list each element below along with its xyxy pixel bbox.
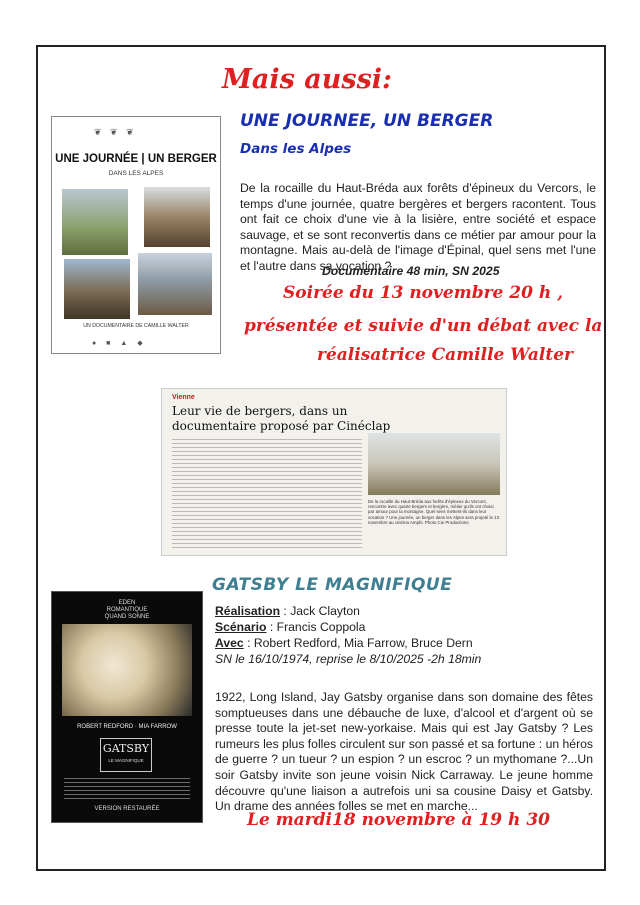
- film2-event: Le mardi18 novembre à 19 h 30: [247, 810, 550, 830]
- clip-section: Vienne: [172, 394, 195, 401]
- film1-event-line-2: présentée et suivie d'un débat avec la: [244, 316, 603, 336]
- poster-bottom: VERSION RESTAURÉE: [94, 806, 160, 812]
- poster-title: UNE JOURNÉE | UN BERGER: [55, 153, 217, 165]
- film1-poster: [51, 116, 221, 354]
- film1-description: De la rocaille du Haut-Bréda aux forêts d'épineux du Vercors, le temps d'une journée, quatre bergères et bergers racontent. Tous ont fait ce choix d'une vie à la lisière, entre société et espace sauvage, et se sont reconvertis dans ce métier par amour pour la montagne. Mais au-delà de l'image d'Épinal, quel sens met l'une et l'autre dans sa vocation ?: [240, 181, 596, 273]
- partner-logos: ● ■ ▲ ◆: [92, 340, 147, 347]
- film2-release: SN le 16/10/1974, reprise le 8/10/2025 -2h 18min: [215, 652, 482, 666]
- credit-row-writer: Scénario : Francis Coppola: [215, 620, 366, 634]
- poster-photo-3: [64, 259, 130, 319]
- film1-event-line-3: réalisatrice Camille Walter: [317, 345, 573, 365]
- film2-poster: [51, 591, 203, 823]
- clip-caption: De la rocaille du Haut-Bréda aux forêts d'épineux du Vercors, rencontre avec quatre bergers et bergère, métier qu'ils ont choisi par amour pour la montagne. Quel sens mettent-ils dans leur vocation ? Une journée, un berger dans les Alpes sera projeté le 13 novembre au cinéma Amphi. Photo Cie Productions: [368, 499, 500, 525]
- film2-synopsis: 1922, Long Island, Jay Gatsby organise dans son domaine des fêtes somptueuses dans une débauche de luxe, d'alcool et d'argent où se presse toute la jet-set new-yorkaise. Mais qui est Jay Gatsby ? Les rumeurs les plus folles circulent sur son passé et sa fortune : un héros de guerre ? un tueur ? un espion ? un escroc ? un mythomane ?...Un soir Gatsby invite son jeune voisin Nick Carraway. Le jeune homme découvre qu'une liaison a autrefois uni sa cousine Daisy et Gatsby. Un drame des années folles se met en marche...: [215, 690, 593, 814]
- film2-title: GATSBY LE MAGNIFIQUE: [212, 575, 453, 595]
- poster-subtitle: DANS LES ALPES: [108, 170, 164, 177]
- poster-photo-1: [62, 189, 128, 255]
- page-heading: Mais aussi:: [222, 64, 392, 95]
- poster-title: GATSBY: [102, 742, 150, 755]
- clip-photo: [368, 433, 500, 495]
- laurels-icon: ❦ ❦ ❦: [94, 127, 137, 137]
- film1-info: Documentaire 48 min, SN 2025: [322, 264, 500, 278]
- poster-top-line-3: QUAND SONNE: [104, 614, 150, 620]
- film1-subtitle: Dans les Alpes: [240, 141, 352, 157]
- poster-top-line-1: EDEN: [118, 600, 136, 606]
- film1-title: UNE JOURNEE, UN BERGER: [240, 111, 494, 131]
- credit-row-director: Réalisation : Jack Clayton: [215, 604, 360, 618]
- poster-photo-4: [138, 253, 212, 315]
- film2-credits: [215, 603, 481, 667]
- poster-photo-2: [144, 187, 210, 247]
- press-clipping: [161, 388, 507, 556]
- clip-headline-1: Leur vie de bergers, dans un: [172, 404, 348, 418]
- film1-event-line-1: Soirée du 13 novembre 20 h ,: [283, 283, 564, 303]
- poster-cast-block: [64, 778, 190, 800]
- poster-stars: ROBERT REDFORD · MIA FARROW: [77, 724, 177, 730]
- poster-top-line-2: ROMANTIQUE: [106, 607, 148, 613]
- clip-columns: [172, 439, 362, 551]
- poster-image: [62, 624, 192, 716]
- credit-row-cast: Avec : Robert Redford, Mia Farrow, Bruce Dern: [215, 636, 473, 650]
- poster-credit: UN DOCUMENTAIRE DE CAMILLE WALTER: [83, 323, 189, 329]
- poster-subtitle: LE MAGNIFIQUE: [108, 758, 144, 763]
- clip-headline-2: documentaire proposé par Cinéclap: [172, 419, 391, 433]
